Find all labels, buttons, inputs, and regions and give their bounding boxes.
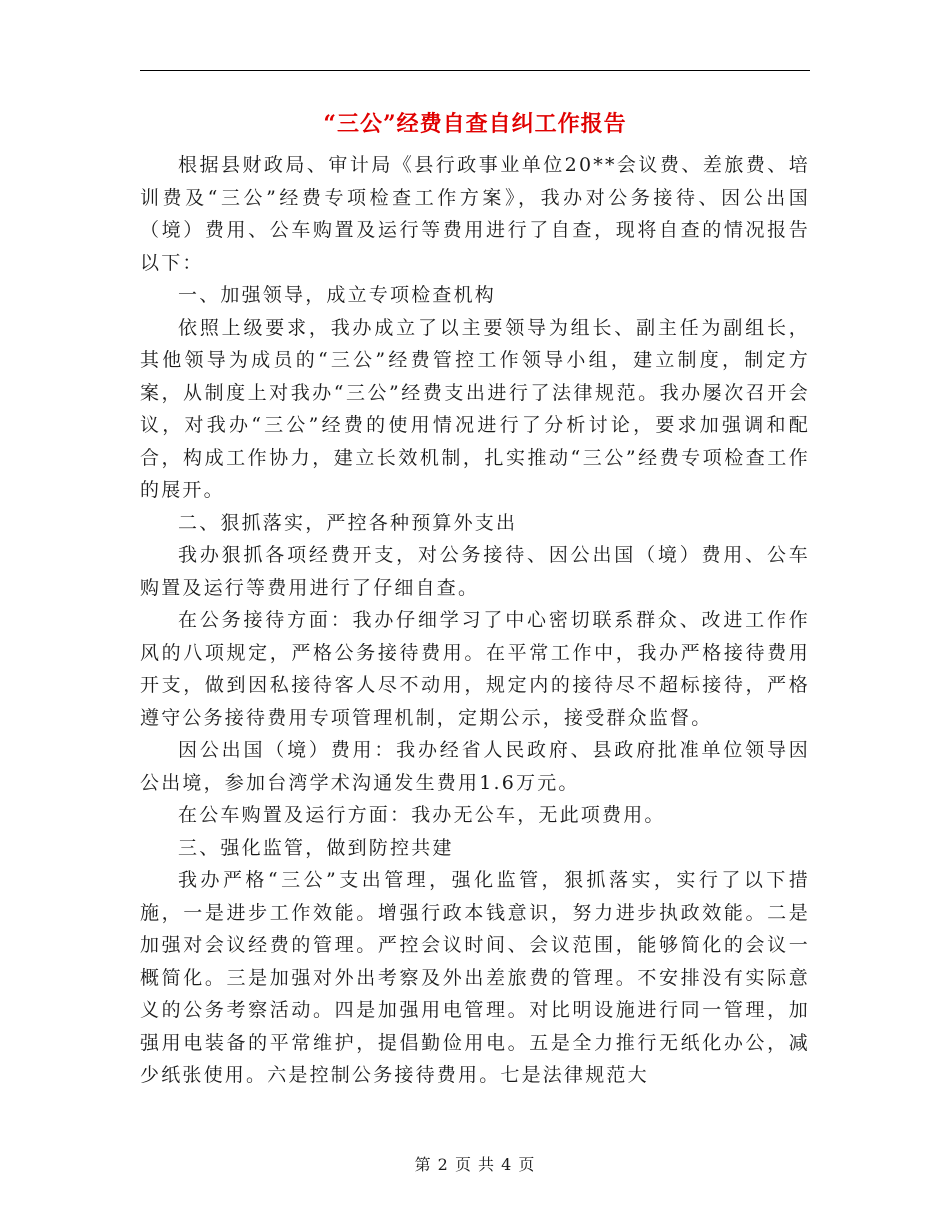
paragraph-leadership: 依照上级要求，我办成立了以主要领导为组长、副主任为副组长，其他领导为成员的“三公”经费管控工作领导小组，建立制度，制定方案，从制度上对我办“三公”经费支出进行了法律规范。我办屡次召开会议，对我办“三公”经费的使用情况进行了分析讨论，要求加强调和配合，构成工作协力，建立长效机制，扎实推动“三公”经费专项检查工作的展开。 xyxy=(140,316,810,501)
section-heading-1: 一、加强领导，成立专项检查机构 xyxy=(178,284,497,306)
header-rule xyxy=(140,70,810,71)
document-title: “三公”经费自查自纠工作报告 xyxy=(323,111,627,137)
paragraph-overseas: 因公出国（境）费用：我办经省人民政府、县政府批准单位领导因公出境，参加台湾学术沟通发生费用1.6万元。 xyxy=(140,739,810,794)
section-heading-3: 三、强化监管，做到防控共建 xyxy=(178,836,454,859)
section-heading-2: 二、狠抓落实，严控各种预算外支出 xyxy=(178,511,518,534)
paragraph-reception: 在公务接待方面：我办仔细学习了中心密切联系群众、改进工作作风的八项规定，严格公务接待费用。在平常工作中，我办严格接待费用开支，做到因私接待客人尽不动用，规定内的接待尽不超标接待，严格遵守公务接待费用专项管理机制，定期公示，接受群众监督。 xyxy=(140,609,810,729)
paragraph-intro: 根据县财政局、审计局《县行政事业单位20**会议费、差旅费、培训费及“三公”经费专项检查工作方案》，我办对公务接待、因公出国（境）费用、公车购置及运行等费用进行了自查，现将自查的情况报告以下： xyxy=(140,154,810,274)
document-body xyxy=(140,149,810,1092)
paragraph-measures: 我办严格“三公”支出管理，强化监管，狠抓落实，实行了以下措施，一是进步工作效能。增强行政本钱意识，努力进步执政效能。二是加强对会议经费的管理。严控会议时间、会议范围，能够简化的会议一概简化。三是加强对外出考察及外出差旅费的管理。不安排没有实际意义的公务考察活动。四是加强用电管理。对比明设施进行同一管理，加强用电装备的平常维护，提倡勤俭用电。五是全力推行无纸化办公，减少纸张使用。六是控制公务接待费用。七是法律规范大 xyxy=(140,869,810,1086)
paragraph-vehicles: 在公车购置及运行方面：我办无公车，无此项费用。 xyxy=(178,804,666,826)
page-number: 第 2 页 共 4 页 xyxy=(414,1155,536,1174)
paragraph-expenses: 我办狠抓各项经费开支，对公务接待、因公出国（境）费用、公车购置及运行等费用进行了仔细自查。 xyxy=(140,544,810,599)
